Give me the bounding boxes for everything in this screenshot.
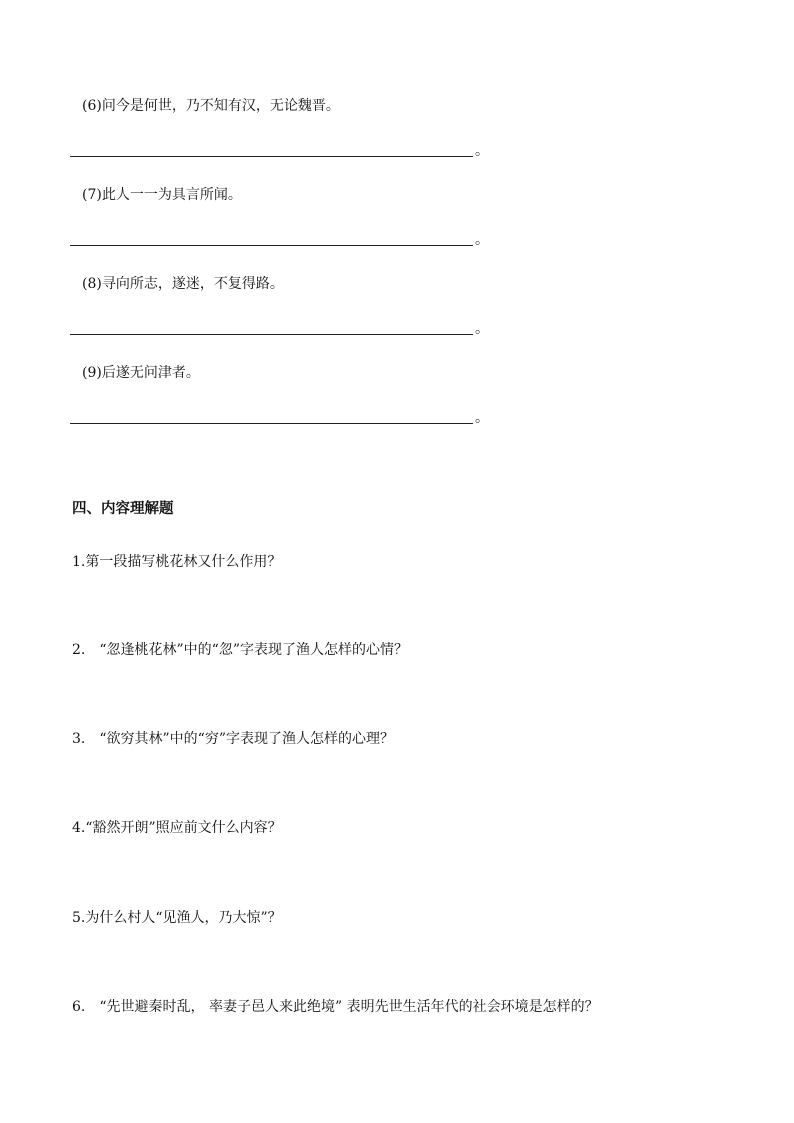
- question-text: “忽逢桃花林”中的“忽”字表现了渔人怎样的心情？: [99, 642, 408, 658]
- period-mark: 。: [475, 410, 489, 426]
- period-mark: 。: [475, 232, 489, 248]
- answer-line: [70, 423, 473, 424]
- period-mark: 。: [475, 143, 489, 159]
- question-number: 6.: [72, 999, 86, 1015]
- answer-line: [70, 245, 473, 246]
- question-number: 1.: [72, 554, 86, 570]
- question-number: 4.: [72, 820, 86, 836]
- period-mark: 。: [475, 321, 489, 337]
- question-1: [72, 554, 281, 570]
- answer-line: [70, 334, 473, 335]
- question-number: 3.: [72, 731, 86, 747]
- question-number: 5.: [72, 910, 86, 926]
- answer-blank-8[interactable]: [70, 319, 490, 335]
- section-heading: 四、内容理解题: [72, 501, 174, 517]
- question-text: “豁然开朗”照应前文什么内容？: [85, 820, 282, 836]
- question-text: 第一段描写桃花林又什么作用？: [85, 554, 282, 570]
- translation-item-6: (6)问今是何世，乃不知有汉，无论魏晋。: [82, 98, 340, 114]
- question-5: [72, 910, 282, 926]
- translation-item-8: (8)寻向所志，遂迷，不复得路。: [82, 276, 284, 292]
- translation-item-7: (7)此人一一为具言所闻。: [82, 187, 242, 203]
- question-6: [72, 999, 599, 1015]
- answer-line: [70, 156, 473, 157]
- question-text: 为什么村人“见渔人，乃大惊”？: [85, 910, 282, 926]
- answer-blank-6[interactable]: [70, 141, 490, 157]
- translation-item-9: (9)后遂无问津者。: [82, 365, 200, 381]
- question-number: 2.: [72, 642, 86, 658]
- question-text: “先世避秦时乱， 率妻子邑人来此绝境” 表明先世生活年代的社会环境是怎样的？: [99, 999, 599, 1015]
- answer-blank-9[interactable]: [70, 408, 490, 424]
- question-text: “欲穷其林”中的“穷”字表现了渔人怎样的心理？: [99, 731, 394, 747]
- question-3: [72, 731, 394, 747]
- question-4: [72, 820, 282, 836]
- question-2: [72, 642, 408, 658]
- answer-blank-7[interactable]: [70, 230, 490, 246]
